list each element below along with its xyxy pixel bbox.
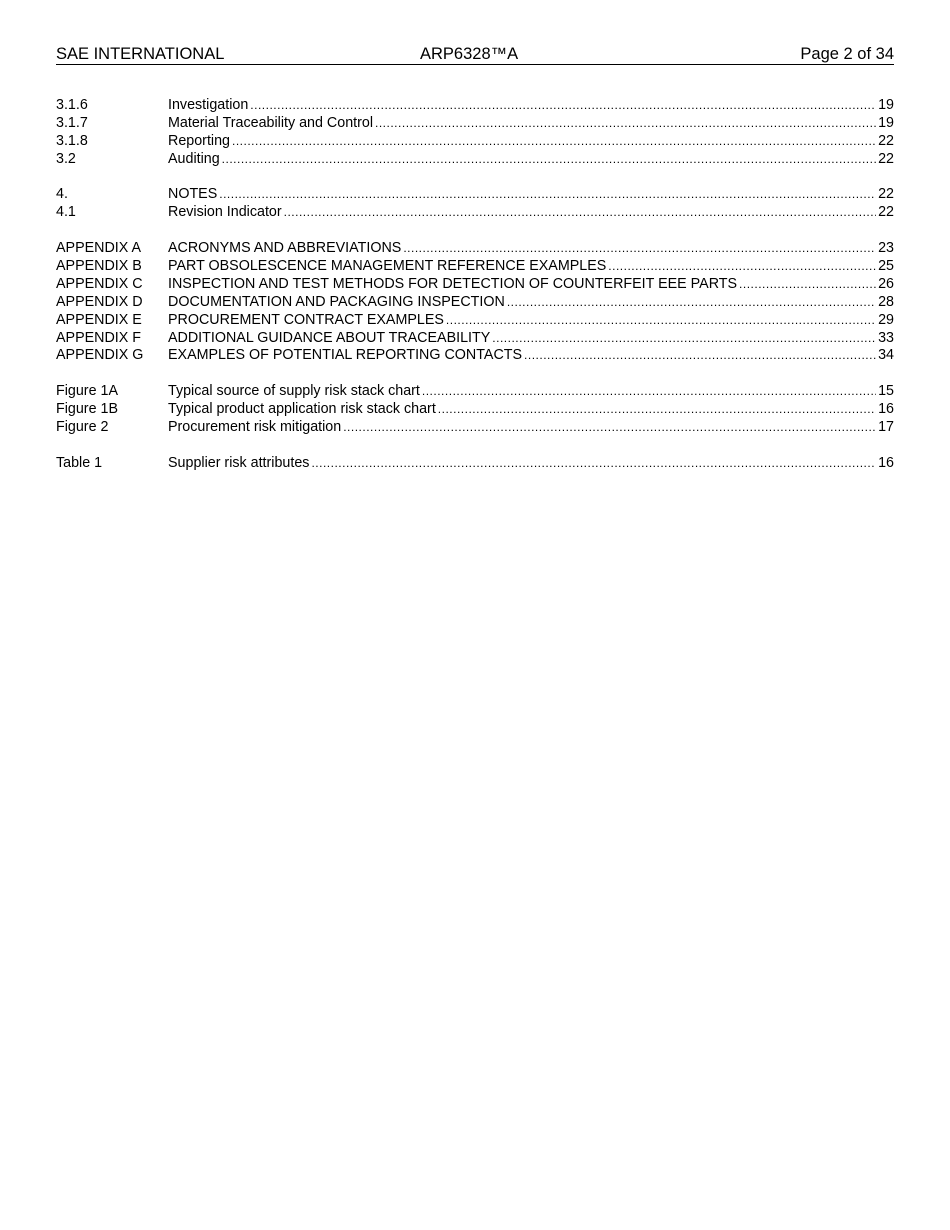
- toc-entry[interactable]: [56, 312, 894, 330]
- toc-entry-page: 26: [878, 275, 894, 292]
- toc-entry[interactable]: [56, 204, 894, 222]
- toc-entry-number: APPENDIX F: [56, 329, 142, 346]
- toc-dot-leader: [492, 330, 876, 348]
- toc-entry-page: 22: [878, 150, 894, 167]
- toc-entry-page: 25: [878, 258, 894, 275]
- toc-entry-number: Table 1: [56, 454, 103, 471]
- toc-dot-leader: [222, 151, 876, 169]
- toc-dot-leader: [446, 312, 876, 330]
- toc-entry[interactable]: [56, 276, 894, 294]
- toc-entry[interactable]: [56, 455, 894, 473]
- toc-entry[interactable]: [56, 133, 894, 151]
- toc-dot-leader: [438, 401, 876, 419]
- toc-dot-leader: [232, 133, 876, 151]
- toc-entry-title: DOCUMENTATION AND PACKAGING INSPECTION: [168, 293, 505, 310]
- toc-entry-number: 3.2: [56, 150, 76, 167]
- toc-entry[interactable]: [56, 383, 894, 401]
- table-of-contents: [56, 97, 894, 473]
- toc-dot-leader: [250, 97, 876, 115]
- toc-entry-page: 28: [878, 293, 894, 310]
- toc-entry-title: ACRONYMS AND ABBREVIATIONS: [168, 240, 402, 257]
- toc-dot-leader: [608, 258, 876, 276]
- toc-dot-leader: [422, 383, 876, 401]
- toc-dot-leader: [507, 294, 876, 312]
- toc-entry-title: Typical source of supply risk stack chart: [168, 383, 420, 400]
- toc-dot-leader: [375, 115, 876, 133]
- toc-entry-page: 29: [878, 311, 894, 328]
- toc-entry-number: APPENDIX E: [56, 311, 142, 328]
- toc-entry-title: ADDITIONAL GUIDANCE ABOUT TRACEABILITY: [168, 329, 491, 346]
- toc-entry-page: 22: [878, 204, 894, 221]
- toc-entry-title: Reporting: [168, 132, 230, 149]
- toc-entry[interactable]: [56, 240, 894, 258]
- toc-entry-number: APPENDIX G: [56, 347, 144, 364]
- toc-entry-number: 3.1.6: [56, 97, 88, 113]
- toc-entry-title: Revision Indicator: [168, 204, 282, 221]
- toc-entry-number: Figure 1B: [56, 401, 118, 418]
- page-header: [56, 44, 894, 65]
- toc-entry[interactable]: [56, 294, 894, 312]
- toc-entry-page: 23: [878, 240, 894, 257]
- toc-entry-page: 22: [878, 186, 894, 203]
- toc-spacer: [56, 169, 894, 187]
- toc-dot-leader: [403, 240, 876, 258]
- toc-entry-page: 34: [878, 347, 894, 364]
- toc-entry-title: Investigation: [168, 97, 249, 113]
- toc-entry-page: 19: [878, 97, 894, 113]
- toc-entry-number: APPENDIX D: [56, 293, 143, 310]
- toc-entry-page: 15: [878, 383, 894, 400]
- toc-spacer: [56, 365, 894, 383]
- toc-dot-leader: [284, 204, 876, 222]
- toc-entry-title: INSPECTION AND TEST METHODS FOR DETECTION OF COUNTERFEIT EEE PARTS: [168, 275, 738, 292]
- toc-entry-number: 4.1: [56, 204, 76, 221]
- toc-entry-number: Figure 2: [56, 419, 109, 436]
- header-document-id: ARP6328™A: [420, 45, 519, 63]
- toc-entry[interactable]: [56, 347, 894, 365]
- toc-dot-leader: [524, 347, 876, 365]
- toc-entry-title: Auditing: [168, 150, 220, 167]
- toc-entry-number: 3.1.8: [56, 132, 88, 149]
- toc-entry[interactable]: [56, 401, 894, 419]
- toc-entry-page: 16: [878, 454, 894, 471]
- toc-dot-leader: [311, 455, 876, 473]
- toc-entry-title: Material Traceability and Control: [168, 114, 374, 131]
- toc-dot-leader: [343, 419, 876, 437]
- toc-entry-title: PART OBSOLESCENCE MANAGEMENT REFERENCE EXAMPLES: [168, 258, 607, 275]
- toc-dot-leader: [219, 186, 876, 204]
- toc-entry-number: APPENDIX A: [56, 240, 142, 257]
- toc-entry-title: Typical product application risk stack chart: [168, 401, 436, 418]
- toc-entry-title: NOTES: [168, 186, 218, 203]
- toc-entry[interactable]: [56, 419, 894, 437]
- toc-entry-number: Figure 1A: [56, 383, 118, 400]
- toc-entry[interactable]: [56, 186, 894, 204]
- header-page-number: Page 2 of 34: [800, 45, 894, 63]
- toc-entry-title: Procurement risk mitigation: [168, 419, 342, 436]
- toc-spacer: [56, 222, 894, 240]
- toc-entry-page: 22: [878, 132, 894, 149]
- toc-entry[interactable]: [56, 258, 894, 276]
- header-organization: SAE INTERNATIONAL: [56, 45, 225, 63]
- toc-entry-page: 17: [878, 419, 894, 436]
- toc-entry-page: 33: [878, 329, 894, 346]
- toc-entry-number: APPENDIX C: [56, 275, 143, 292]
- toc-dot-leader: [739, 276, 876, 294]
- toc-entry-title: Supplier risk attributes: [168, 454, 310, 471]
- toc-entry-number: 4.: [56, 186, 68, 203]
- toc-entry-title: PROCUREMENT CONTRACT EXAMPLES: [168, 311, 444, 328]
- toc-entry-page: 19: [878, 114, 894, 131]
- toc-entry[interactable]: [56, 115, 894, 133]
- toc-entry[interactable]: [56, 330, 894, 348]
- toc-entry-number: APPENDIX B: [56, 258, 142, 275]
- toc-entry-number: 3.1.7: [56, 114, 88, 131]
- toc-entry-page: 16: [878, 401, 894, 418]
- toc-entry-title: EXAMPLES OF POTENTIAL REPORTING CONTACTS: [168, 347, 523, 364]
- toc-entry[interactable]: [56, 151, 894, 169]
- toc-entry[interactable]: [56, 97, 894, 115]
- toc-spacer: [56, 437, 894, 455]
